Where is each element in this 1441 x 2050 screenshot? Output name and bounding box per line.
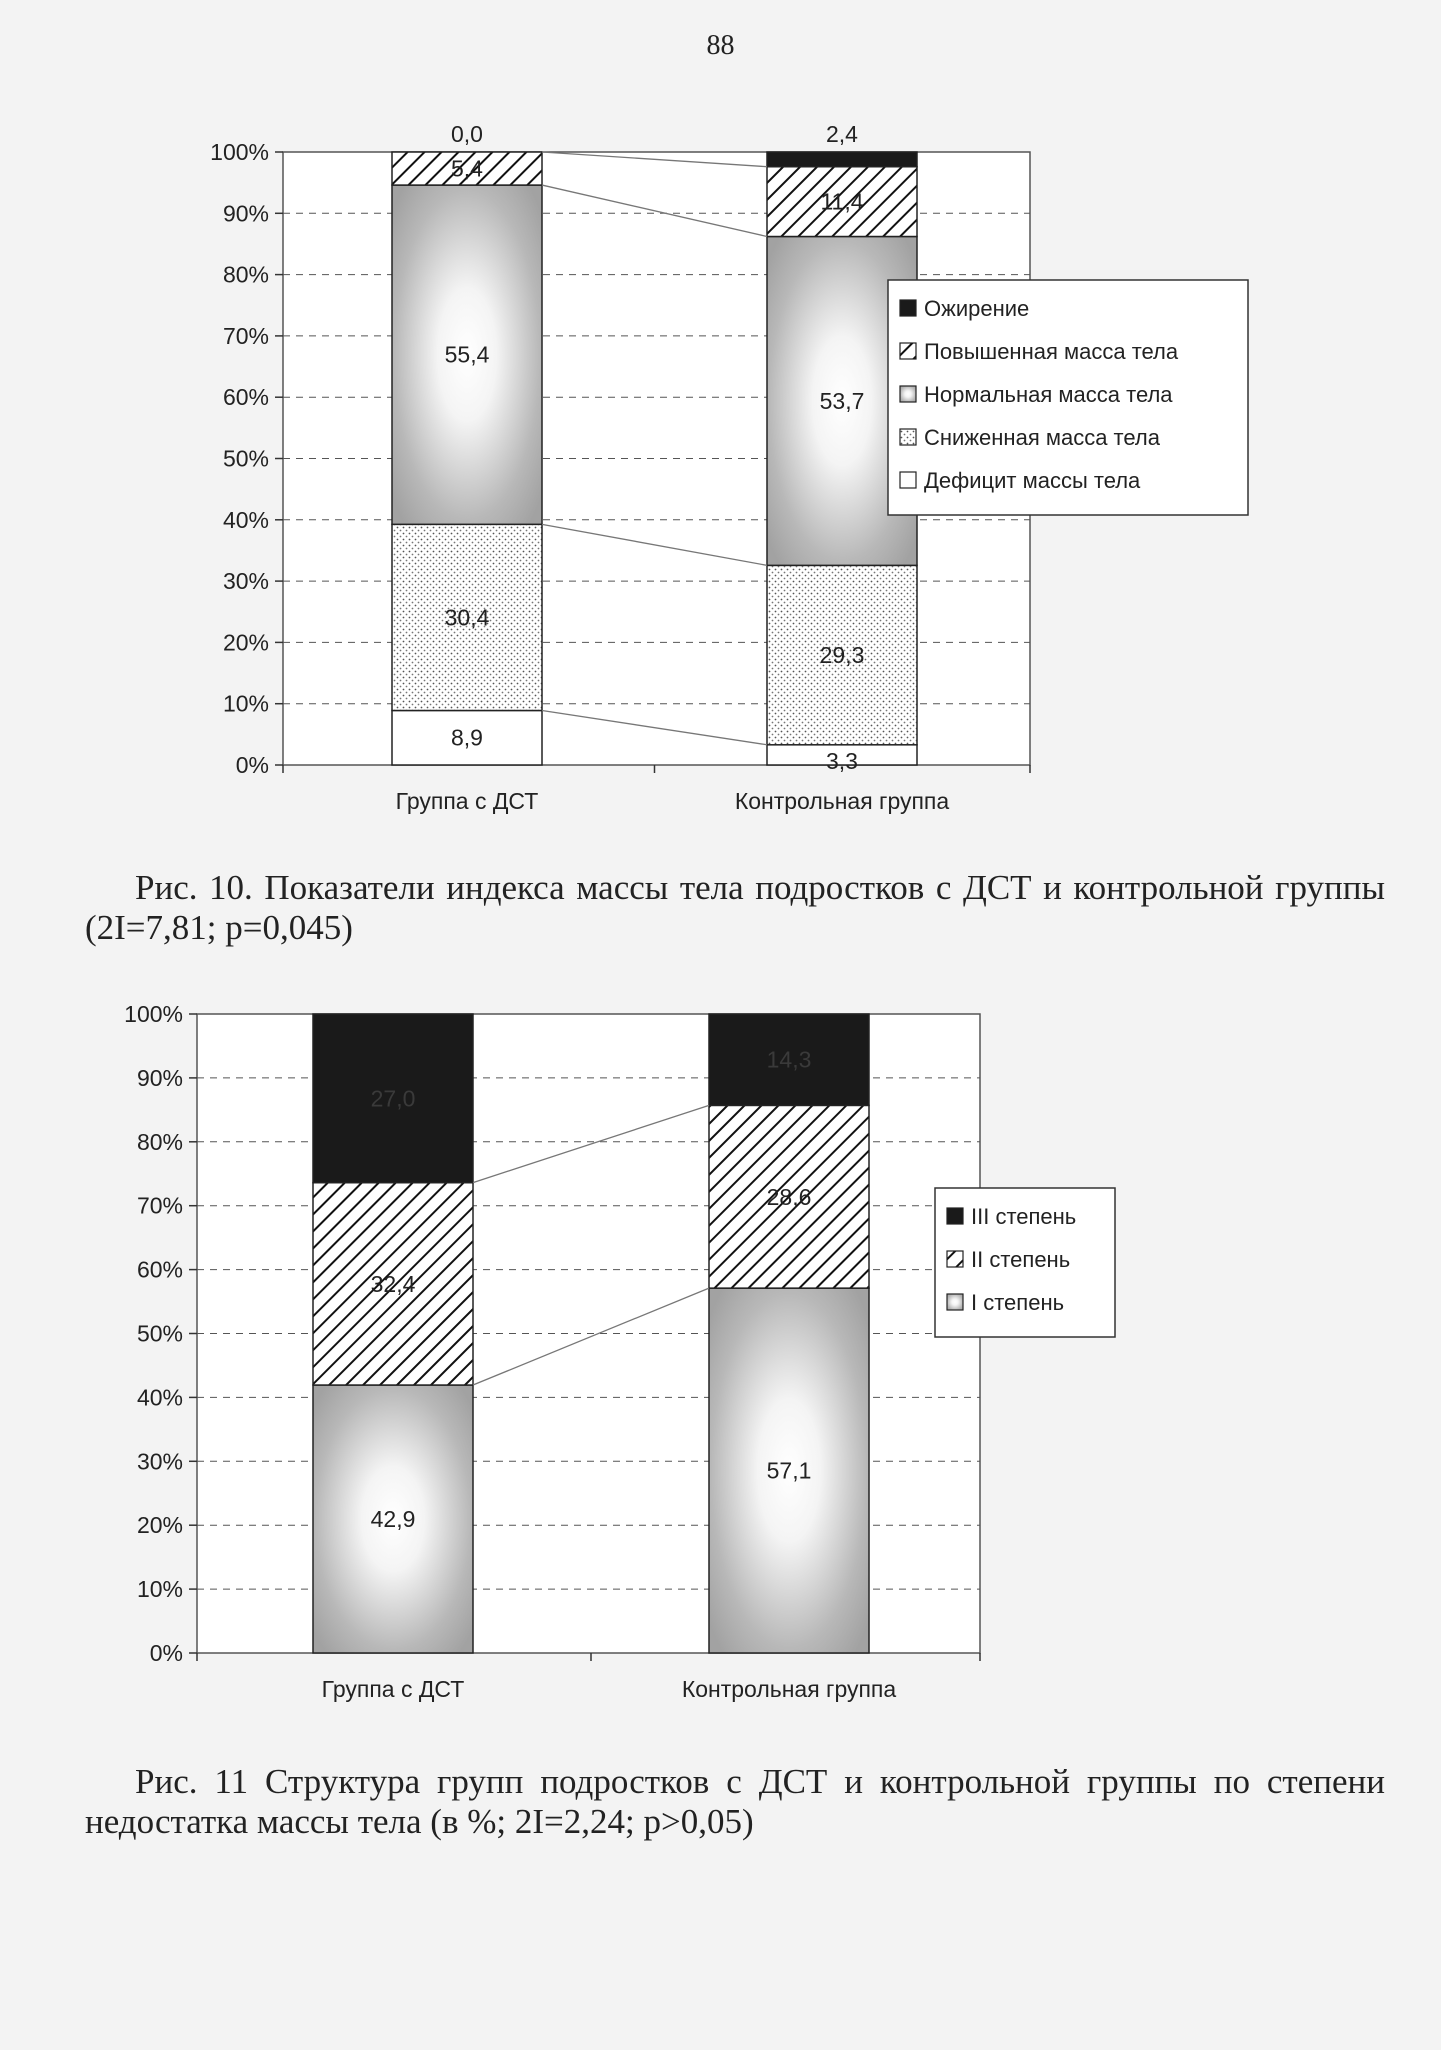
- y-tick-label: 50%: [136, 1320, 183, 1347]
- data-label-сниженная-масса-тела-1: 30,4: [444, 604, 490, 631]
- y-tick-label: 20%: [222, 629, 269, 656]
- data-label-дефицит-массы-тела-1: 8,9: [451, 724, 483, 751]
- data-label-ожирение-1: 0,0: [451, 121, 483, 147]
- legend-label-сниженная-масса-тела: Сниженная масса тела: [924, 425, 1160, 450]
- data-label-iii-степень-1: 27,0: [370, 1085, 416, 1112]
- legend-swatch-повышенная-масса-тела: [900, 343, 916, 359]
- category-label-2: Контрольная группа: [734, 788, 950, 814]
- category-label-2: Контрольная группа: [681, 1676, 897, 1702]
- data-label-дефицит-массы-тела-2: 3,3: [826, 748, 858, 774]
- data-label-ii-степень-1: 32,4: [370, 1270, 416, 1297]
- data-label-сниженная-масса-тела-2: 29,3: [819, 642, 865, 669]
- legend-label-нормальная-масса-тела: Нормальная масса тела: [924, 382, 1173, 407]
- legend-label-ожирение: Ожирение: [924, 296, 1030, 321]
- legend-swatch-iii-степень: [947, 1208, 963, 1224]
- legend-label-дефицит-массы-тела: Дефицит массы тела: [924, 468, 1141, 493]
- figure-11-caption: Рис. 11 Структура групп подростков с ДСТ и контрольной группы по степени недостатка массы тела (в %; 2I=2,24; p>0,05): [85, 1762, 1385, 1841]
- y-tick-label: 0%: [149, 1640, 183, 1666]
- data-label-повышенная-масса-тела-1: 5,4: [451, 155, 483, 182]
- figure-10-caption: Рис. 10. Показатели индекса массы тела подростков с ДСТ и контрольной группы (2I=7,81; p=0,045): [85, 868, 1385, 947]
- y-tick-label: 100%: [210, 139, 269, 165]
- data-label-нормальная-масса-тела-1: 55,4: [444, 341, 490, 368]
- page-number: 88: [706, 30, 735, 61]
- bmi-stacked-bar-chart: [0, 100, 1441, 840]
- y-tick-label: 80%: [222, 261, 269, 288]
- y-tick-label: 40%: [136, 1384, 183, 1411]
- y-tick-label: 60%: [136, 1256, 183, 1283]
- weight-deficit-stacked-bar-chart: [0, 1000, 1441, 1740]
- legend-swatch-сниженная-масса-тела: [900, 429, 916, 445]
- data-label-ii-степень-2: 28,6: [766, 1183, 812, 1210]
- data-label-ожирение-2: 2,4: [826, 121, 858, 147]
- y-tick-label: 100%: [124, 1001, 183, 1027]
- legend: [888, 280, 1248, 515]
- category-label-1: Группа с ДСТ: [321, 1676, 465, 1702]
- data-label-iii-степень-2: 14,3: [766, 1046, 812, 1073]
- y-tick-label: 50%: [222, 445, 269, 472]
- data-label-повышенная-масса-тела-2: 11,4: [820, 188, 864, 215]
- y-tick-label: 70%: [222, 322, 269, 349]
- legend-label-ii-степень: II степень: [971, 1247, 1071, 1272]
- legend-label-повышенная-масса-тела: Повышенная масса тела: [924, 339, 1179, 364]
- legend: [935, 1188, 1115, 1337]
- data-label-нормальная-масса-тела-2: 53,7: [819, 387, 865, 414]
- y-tick-label: 60%: [222, 384, 269, 411]
- y-tick-label: 0%: [235, 752, 269, 778]
- legend-swatch-ожирение: [900, 300, 916, 316]
- y-tick-label: 30%: [136, 1448, 183, 1475]
- bar-ожирение-2: [767, 152, 917, 167]
- y-tick-label: 80%: [136, 1128, 183, 1155]
- y-tick-label: 10%: [136, 1576, 183, 1603]
- data-label-i-степень-1: 42,9: [370, 1506, 416, 1533]
- category-label-1: Группа с ДСТ: [395, 788, 539, 814]
- legend-label-i-степень: I степень: [971, 1290, 1065, 1315]
- legend-swatch-i-степень: [947, 1294, 963, 1310]
- y-tick-label: 30%: [222, 568, 269, 595]
- legend-label-iii-степень: III степень: [971, 1204, 1077, 1229]
- y-tick-label: 20%: [136, 1512, 183, 1539]
- y-tick-label: 40%: [222, 506, 269, 533]
- y-tick-label: 90%: [136, 1064, 183, 1091]
- data-label-i-степень-2: 57,1: [766, 1457, 812, 1484]
- legend-swatch-нормальная-масса-тела: [900, 386, 916, 402]
- legend-swatch-дефицит-массы-тела: [900, 472, 916, 488]
- y-tick-label: 70%: [136, 1192, 183, 1219]
- legend-swatch-ii-степень: [947, 1251, 963, 1267]
- y-tick-label: 90%: [222, 200, 269, 227]
- y-tick-label: 10%: [222, 690, 269, 717]
